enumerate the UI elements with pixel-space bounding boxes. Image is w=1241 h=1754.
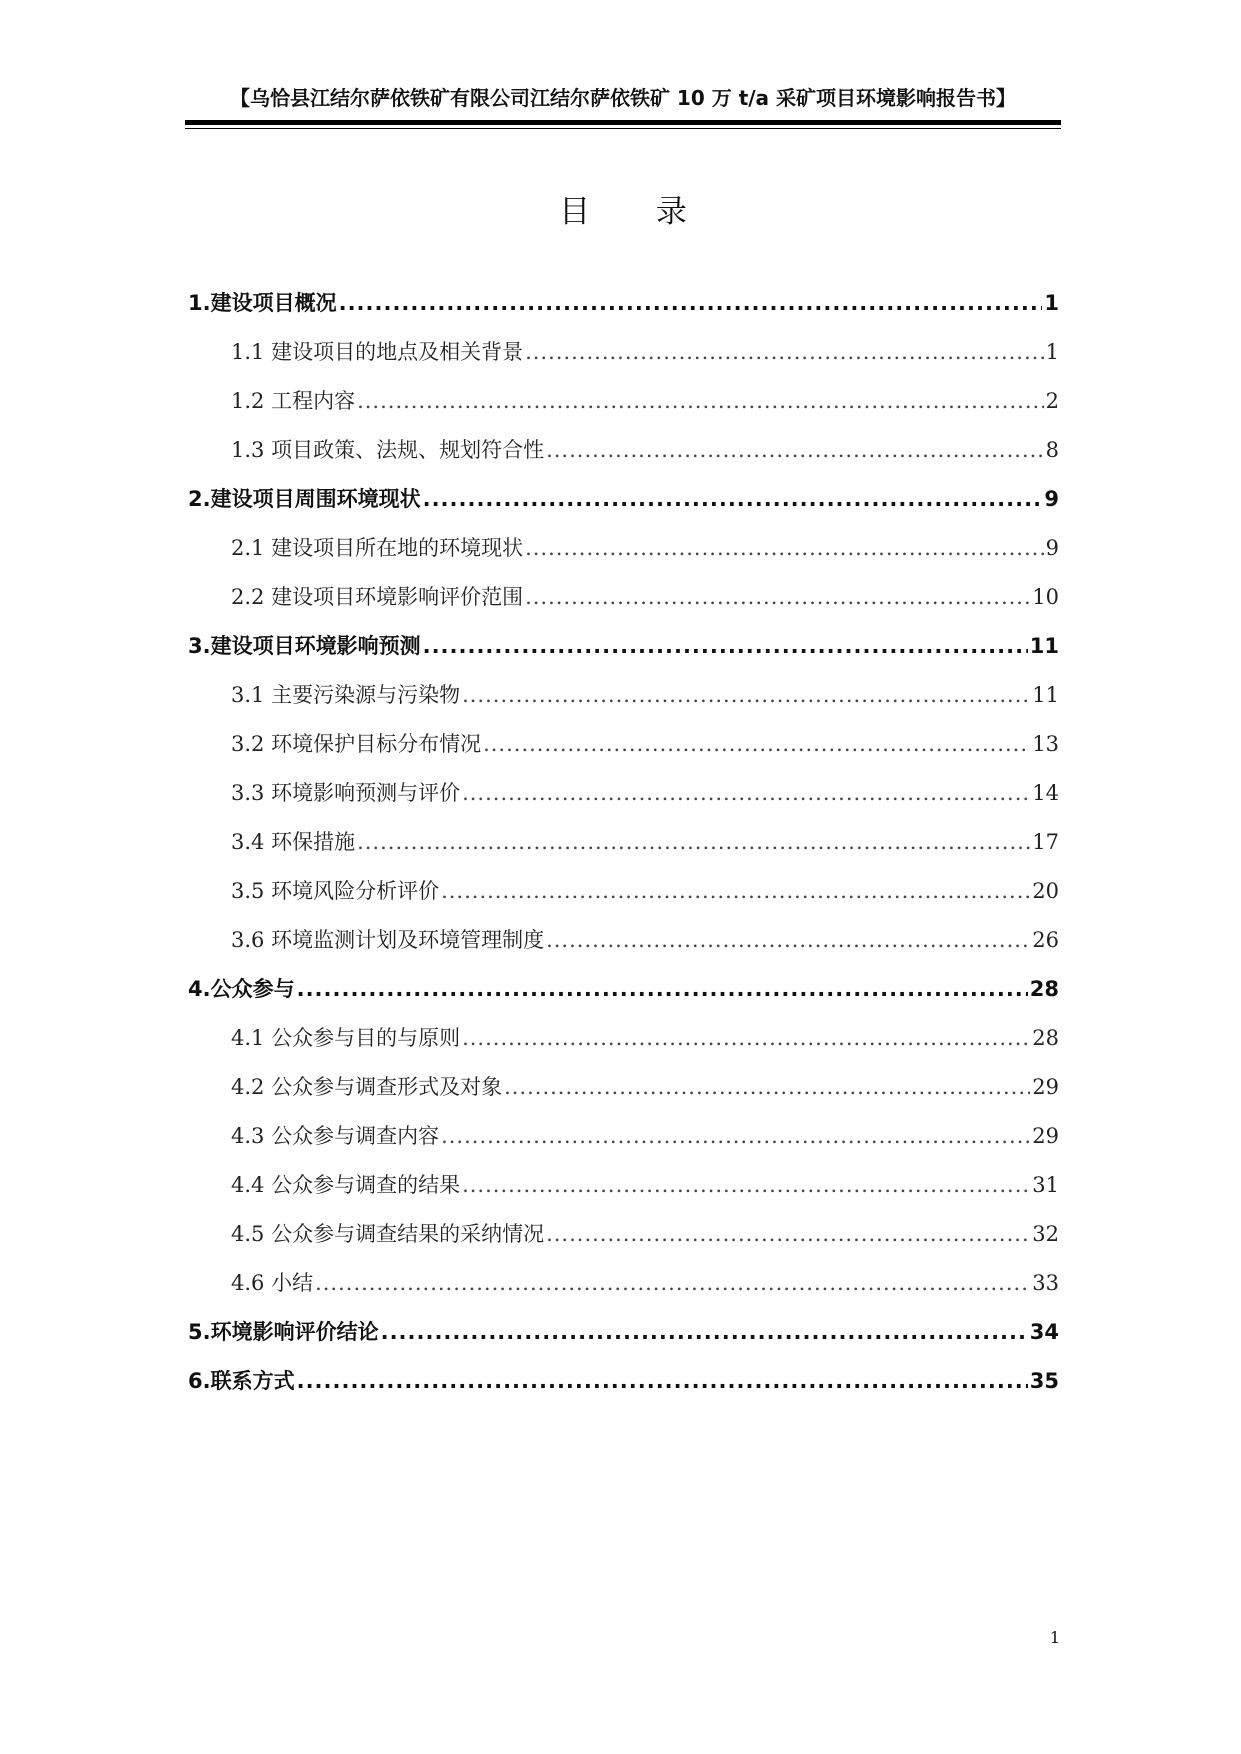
toc-dot-leader <box>297 1365 1028 1397</box>
toc-chapter-entry[interactable] <box>188 483 1059 532</box>
toc-entry-text: 3.6 环境监测计划及环境管理制度 <box>231 928 545 952</box>
toc-dot-leader <box>357 385 1044 417</box>
toc-entry-text: 3.建设项目环境影响预测 <box>188 634 421 658</box>
toc-entry-text: 2.2 建设项目环境影响评价范围 <box>231 585 524 609</box>
toc-entry-text: 4.4 公众参与调查的结果 <box>231 1173 461 1197</box>
toc-entry-text: 4.5 公众参与调查结果的采纳情况 <box>231 1222 545 1246</box>
toc-entry-text: 1.2 工程内容 <box>231 389 356 413</box>
toc-dot-leader <box>525 336 1044 368</box>
toc-entry-text: 4.2 公众参与调查形式及对象 <box>231 1075 503 1099</box>
toc-entry-text: 4.1 公众参与目的与原则 <box>231 1026 461 1050</box>
toc-entry-text: 4.公众参与 <box>188 977 295 1001</box>
toc-entry-page: 29 <box>1032 1075 1059 1099</box>
toc-entry-page: 14 <box>1032 781 1059 805</box>
toc-section-entry[interactable] <box>188 1071 1059 1120</box>
toc-entry-text: 4.6 小结 <box>231 1271 314 1295</box>
toc-dot-leader <box>462 679 1030 711</box>
toc-entry-page: 31 <box>1032 1173 1059 1197</box>
toc-section-entry[interactable] <box>188 826 1059 875</box>
toc-entry-page: 20 <box>1032 879 1059 903</box>
toc-list <box>188 287 1059 1414</box>
toc-entry-page: 10 <box>1032 585 1059 609</box>
toc-section-entry[interactable] <box>188 434 1059 483</box>
toc-entry-text: 3.5 环境风险分析评价 <box>231 879 440 903</box>
toc-entry-page: 35 <box>1029 1369 1059 1393</box>
toc-dot-leader <box>441 875 1030 907</box>
toc-section-entry[interactable] <box>188 875 1059 924</box>
page-header: 【乌恰县江结尔萨依铁矿有限公司江结尔萨依铁矿 10 万 t/a 采矿项目环境影响报告书】 <box>229 86 1017 110</box>
toc-entry-page: 11 <box>1032 683 1059 707</box>
toc-dot-leader <box>462 1169 1030 1201</box>
toc-entry-page: 2 <box>1045 389 1059 413</box>
toc-dot-leader <box>462 777 1030 809</box>
header-rule-thin <box>185 128 1061 129</box>
toc-dot-leader <box>483 728 1030 760</box>
toc-entry-page: 28 <box>1029 977 1059 1001</box>
toc-title: 目 录 <box>559 194 715 230</box>
toc-dot-leader <box>423 630 1028 662</box>
toc-dot-leader <box>525 581 1030 613</box>
toc-entry-text: 1.建设项目概况 <box>188 291 337 315</box>
toc-entry-text: 1.1 建设项目的地点及相关背景 <box>231 340 524 364</box>
toc-chapter-entry[interactable] <box>188 1365 1059 1414</box>
toc-dot-leader <box>525 532 1044 564</box>
toc-section-entry[interactable] <box>188 1120 1059 1169</box>
toc-section-entry[interactable] <box>188 532 1059 581</box>
toc-dot-leader <box>441 1120 1030 1152</box>
toc-entry-text: 5.环境影响评价结论 <box>188 1320 379 1344</box>
toc-entry-page: 1 <box>1044 291 1059 315</box>
toc-entry-page: 13 <box>1032 732 1059 756</box>
toc-section-entry[interactable] <box>188 777 1059 826</box>
toc-entry-text: 1.3 项目政策、法规、规划符合性 <box>231 438 545 462</box>
toc-section-entry[interactable] <box>188 728 1059 777</box>
toc-entry-text: 2.1 建设项目所在地的环境现状 <box>231 536 524 560</box>
toc-entry-page: 28 <box>1032 1026 1059 1050</box>
toc-dot-leader <box>339 287 1043 319</box>
toc-entry-page: 26 <box>1032 928 1059 952</box>
toc-dot-leader <box>546 1218 1030 1250</box>
toc-entry-text: 3.1 主要污染源与污染物 <box>231 683 461 707</box>
toc-chapter-entry[interactable] <box>188 973 1059 1022</box>
toc-dot-leader <box>504 1071 1030 1103</box>
toc-section-entry[interactable] <box>188 1267 1059 1316</box>
toc-entry-text: 3.3 环境影响预测与评价 <box>231 781 461 805</box>
toc-entry-page: 29 <box>1032 1124 1059 1148</box>
header-rule-thick <box>185 120 1061 125</box>
toc-dot-leader <box>546 434 1044 466</box>
toc-section-entry[interactable] <box>188 1022 1059 1071</box>
toc-section-entry[interactable] <box>188 385 1059 434</box>
toc-dot-leader <box>297 973 1028 1005</box>
toc-entry-page: 1 <box>1045 340 1059 364</box>
toc-chapter-entry[interactable] <box>188 1316 1059 1365</box>
toc-dot-leader <box>546 924 1030 956</box>
toc-dot-leader <box>381 1316 1028 1348</box>
toc-chapter-entry[interactable] <box>188 287 1059 336</box>
toc-section-entry[interactable] <box>188 1169 1059 1218</box>
toc-entry-text: 3.4 环保措施 <box>231 830 356 854</box>
page-number: 1 <box>1049 1628 1060 1647</box>
toc-entry-page: 11 <box>1029 634 1059 658</box>
toc-section-entry[interactable] <box>188 581 1059 630</box>
toc-entry-page: 17 <box>1032 830 1059 854</box>
toc-entry-text: 2.建设项目周围环境现状 <box>188 487 421 511</box>
toc-entry-page: 32 <box>1032 1222 1059 1246</box>
toc-chapter-entry[interactable] <box>188 630 1059 679</box>
toc-dot-leader <box>315 1267 1030 1299</box>
toc-dot-leader <box>357 826 1030 858</box>
toc-entry-page: 9 <box>1045 536 1059 560</box>
toc-entry-text: 6.联系方式 <box>188 1369 295 1393</box>
toc-dot-leader <box>423 483 1043 515</box>
toc-entry-page: 9 <box>1044 487 1059 511</box>
toc-entry-page: 34 <box>1029 1320 1059 1344</box>
toc-section-entry[interactable] <box>188 924 1059 973</box>
toc-entry-page: 8 <box>1045 438 1059 462</box>
toc-section-entry[interactable] <box>188 1218 1059 1267</box>
toc-entry-text: 3.2 环境保护目标分布情况 <box>231 732 482 756</box>
toc-dot-leader <box>462 1022 1030 1054</box>
toc-section-entry[interactable] <box>188 336 1059 385</box>
toc-entry-page: 33 <box>1032 1271 1059 1295</box>
toc-entry-text: 4.3 公众参与调查内容 <box>231 1124 440 1148</box>
toc-section-entry[interactable] <box>188 679 1059 728</box>
